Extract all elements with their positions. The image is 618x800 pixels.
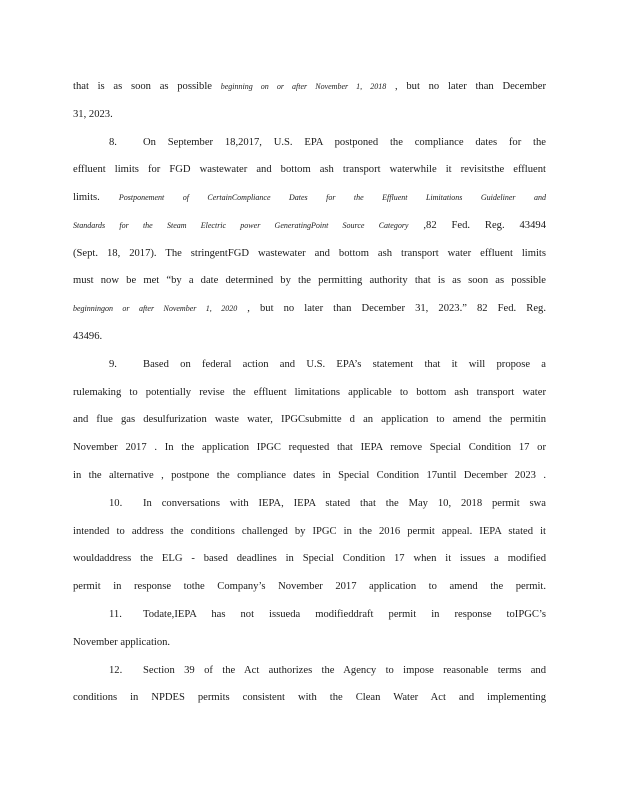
text-line: limits. Postponement of CertainCompliance Dates for the Effluent Limitations Guideliner and [73, 192, 546, 203]
text-line: intended to address the conditions challenged by IPGC in the 2016 permit appeal. IEPA stated it [73, 526, 546, 537]
text-line: that is as soon as possible beginning on or after November 1, 2018 , but no later than December [73, 81, 546, 92]
paragraph-12: 12. Section 39 of the Act authorizes the Agency to impose reasonable terms and [109, 665, 546, 676]
text-line: effluent limits for FGD wastewater and bottom ash transport waterwhile it revisitsthe effluent [73, 164, 546, 175]
paragraph-10: 10. In conversations with IEPA, IEPA stated that the May 10, 2018 permit swa [109, 498, 546, 509]
text-line: 43496. [73, 331, 103, 342]
text-line: Standards for the Steam Electric power GeneratingPoint Source Category ,82 Fed. Reg. 43494 [73, 220, 546, 231]
text-line: (Sept. 18, 2017). The stringentFGD wastewater and bottom ash transport water effluent limits [73, 248, 546, 259]
paragraph-9: 9. Based on federal action and U.S. EPA’s statement that it will propose a [109, 359, 546, 370]
text-line: permit in response tothe Company’s November 2017 application to amend the permit. [73, 581, 546, 592]
paragraph-11: 11. Todate,IEPA has not issueda modifieddraft permit in response toIPGC’s [109, 609, 546, 620]
text-line: rulemaking to potentially revise the effluent limitations applicable to bottom ash transport water [73, 387, 546, 398]
text-line: in the alternative , postpone the compliance dates in Special Condition 17until December 2023 . [73, 470, 546, 481]
text-line: November 2017 . In the application IPGC requested that IEPA remove Special Condition 17 or [73, 442, 546, 453]
text-line: must now be met “by a date determined by the permitting authority that is as soon as possible [73, 275, 546, 286]
text-line: conditions in NPDES permits consistent with the Clean Water Act and implementing [73, 692, 546, 703]
text-line: November application. [73, 637, 171, 648]
text-line: and flue gas desulfurization waste water, IPGCsubmitte d an application to amend the permitin [73, 414, 546, 425]
paragraph-8: 8. On September 18,2017, U.S. EPA postponed the compliance dates for the [109, 137, 546, 148]
text-line: beginningon or after November 1, 2020 , but no later than December 31, 2023.” 82 Fed. Reg. [73, 303, 546, 314]
text-line: 31, 2023. [73, 109, 113, 120]
text-line: wouldaddress the ELG - based deadlines in Special Condition 17 when it issues a modified [73, 553, 546, 564]
